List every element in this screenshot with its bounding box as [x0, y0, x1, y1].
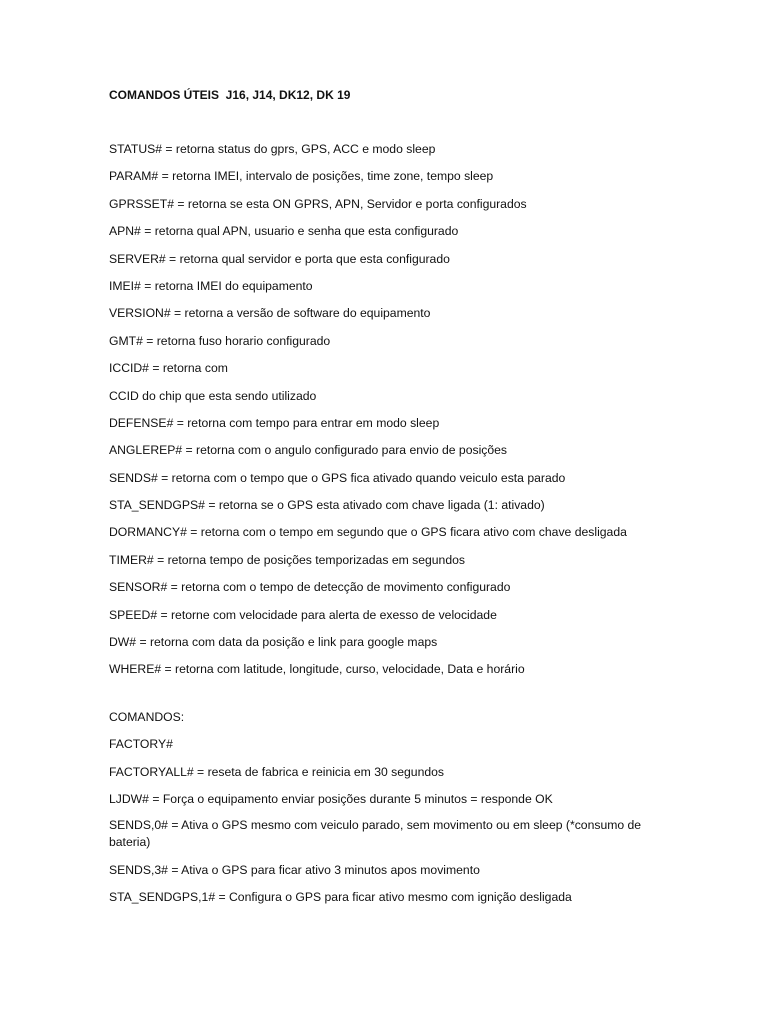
action-commands-list: [109, 735, 669, 906]
list-item: STATUS# = retorna status do gprs, GPS, ACC e modo sleep: [109, 142, 436, 156]
list-item: STA_SENDGPS# = retorna se o GPS esta ativado com chave ligada (1: ativado): [109, 498, 545, 513]
list-item: LJDW# = Força o equipamento enviar posições durante 5 minutos = responde OK: [109, 791, 553, 806]
list-item: SENDS,3# = Ativa o GPS para ficar ativo 3 minutos apos movimento: [109, 862, 480, 877]
document-title: COMANDOS ÚTEIS J16, J14, DK12, DK 19: [109, 88, 351, 102]
list-item: FACTORYALL# = reseta de fabrica e reinicia em 30 segundos: [109, 764, 445, 779]
list-item: SENSOR# = retorna com o tempo de detecção de movimento configurado: [109, 580, 511, 595]
list-item: TIMER# = retorna tempo de posições temporizadas em segundos: [109, 552, 465, 567]
list-item: APN# = retorna qual APN, usuario e senha que esta configurado: [109, 224, 459, 239]
list-item: DW# = retorna com data da posição e link para google maps: [109, 635, 438, 650]
list-item: SENDS# = retorna com o tempo que o GPS fica ativado quando veiculo esta parado: [109, 470, 566, 485]
list-item: CCID do chip que esta sendo utilizado: [109, 388, 317, 403]
list-item: VERSION# = retorna a versão de software do equipamento: [109, 306, 431, 321]
section-title: COMANDOS:: [109, 709, 185, 724]
list-item: STA_SENDGPS,1# = Configura o GPS para ficar ativo mesmo com ignição desligada: [109, 890, 572, 905]
list-item: WHERE# = retorna com latitude, longitude, curso, velocidade, Data e horário: [109, 662, 525, 677]
list-item: PARAM# = retorna IMEI, intervalo de posições, time zone, tempo sleep: [109, 169, 494, 184]
list-item: SENDS,0# = Ativa o GPS mesmo com veiculo parado, sem movimento ou em sleep (*consumo de bateria): [109, 818, 642, 850]
list-item: DEFENSE# = retorna com tempo para entrar em modo sleep: [109, 415, 440, 430]
list-item: SERVER# = retorna qual servidor e porta que esta configurado: [109, 251, 450, 266]
list-item: FACTORY#: [109, 737, 173, 752]
list-item: DORMANCY# = retorna com o tempo em segundo que o GPS ficara ativo com chave desligada: [109, 525, 627, 540]
list-item: GMT# = retorna fuso horario configurado: [109, 333, 331, 348]
document-content: [109, 86, 669, 916]
list-item: SPEED# = retorne com velocidade para alerta de exesso de velocidade: [109, 607, 497, 622]
list-item: GPRSSET# = retorna se esta ON GPRS, APN, Servidor e porta configurados: [109, 196, 527, 211]
section-spacer: [109, 688, 669, 708]
list-item: IMEI# = retorna IMEI do equipamento: [109, 278, 313, 293]
list-item: ANGLEREP# = retorna com o angulo configurado para envio de posições: [109, 443, 508, 458]
query-commands-list: [109, 140, 669, 678]
list-item: ICCID# = retorna com: [109, 361, 228, 376]
